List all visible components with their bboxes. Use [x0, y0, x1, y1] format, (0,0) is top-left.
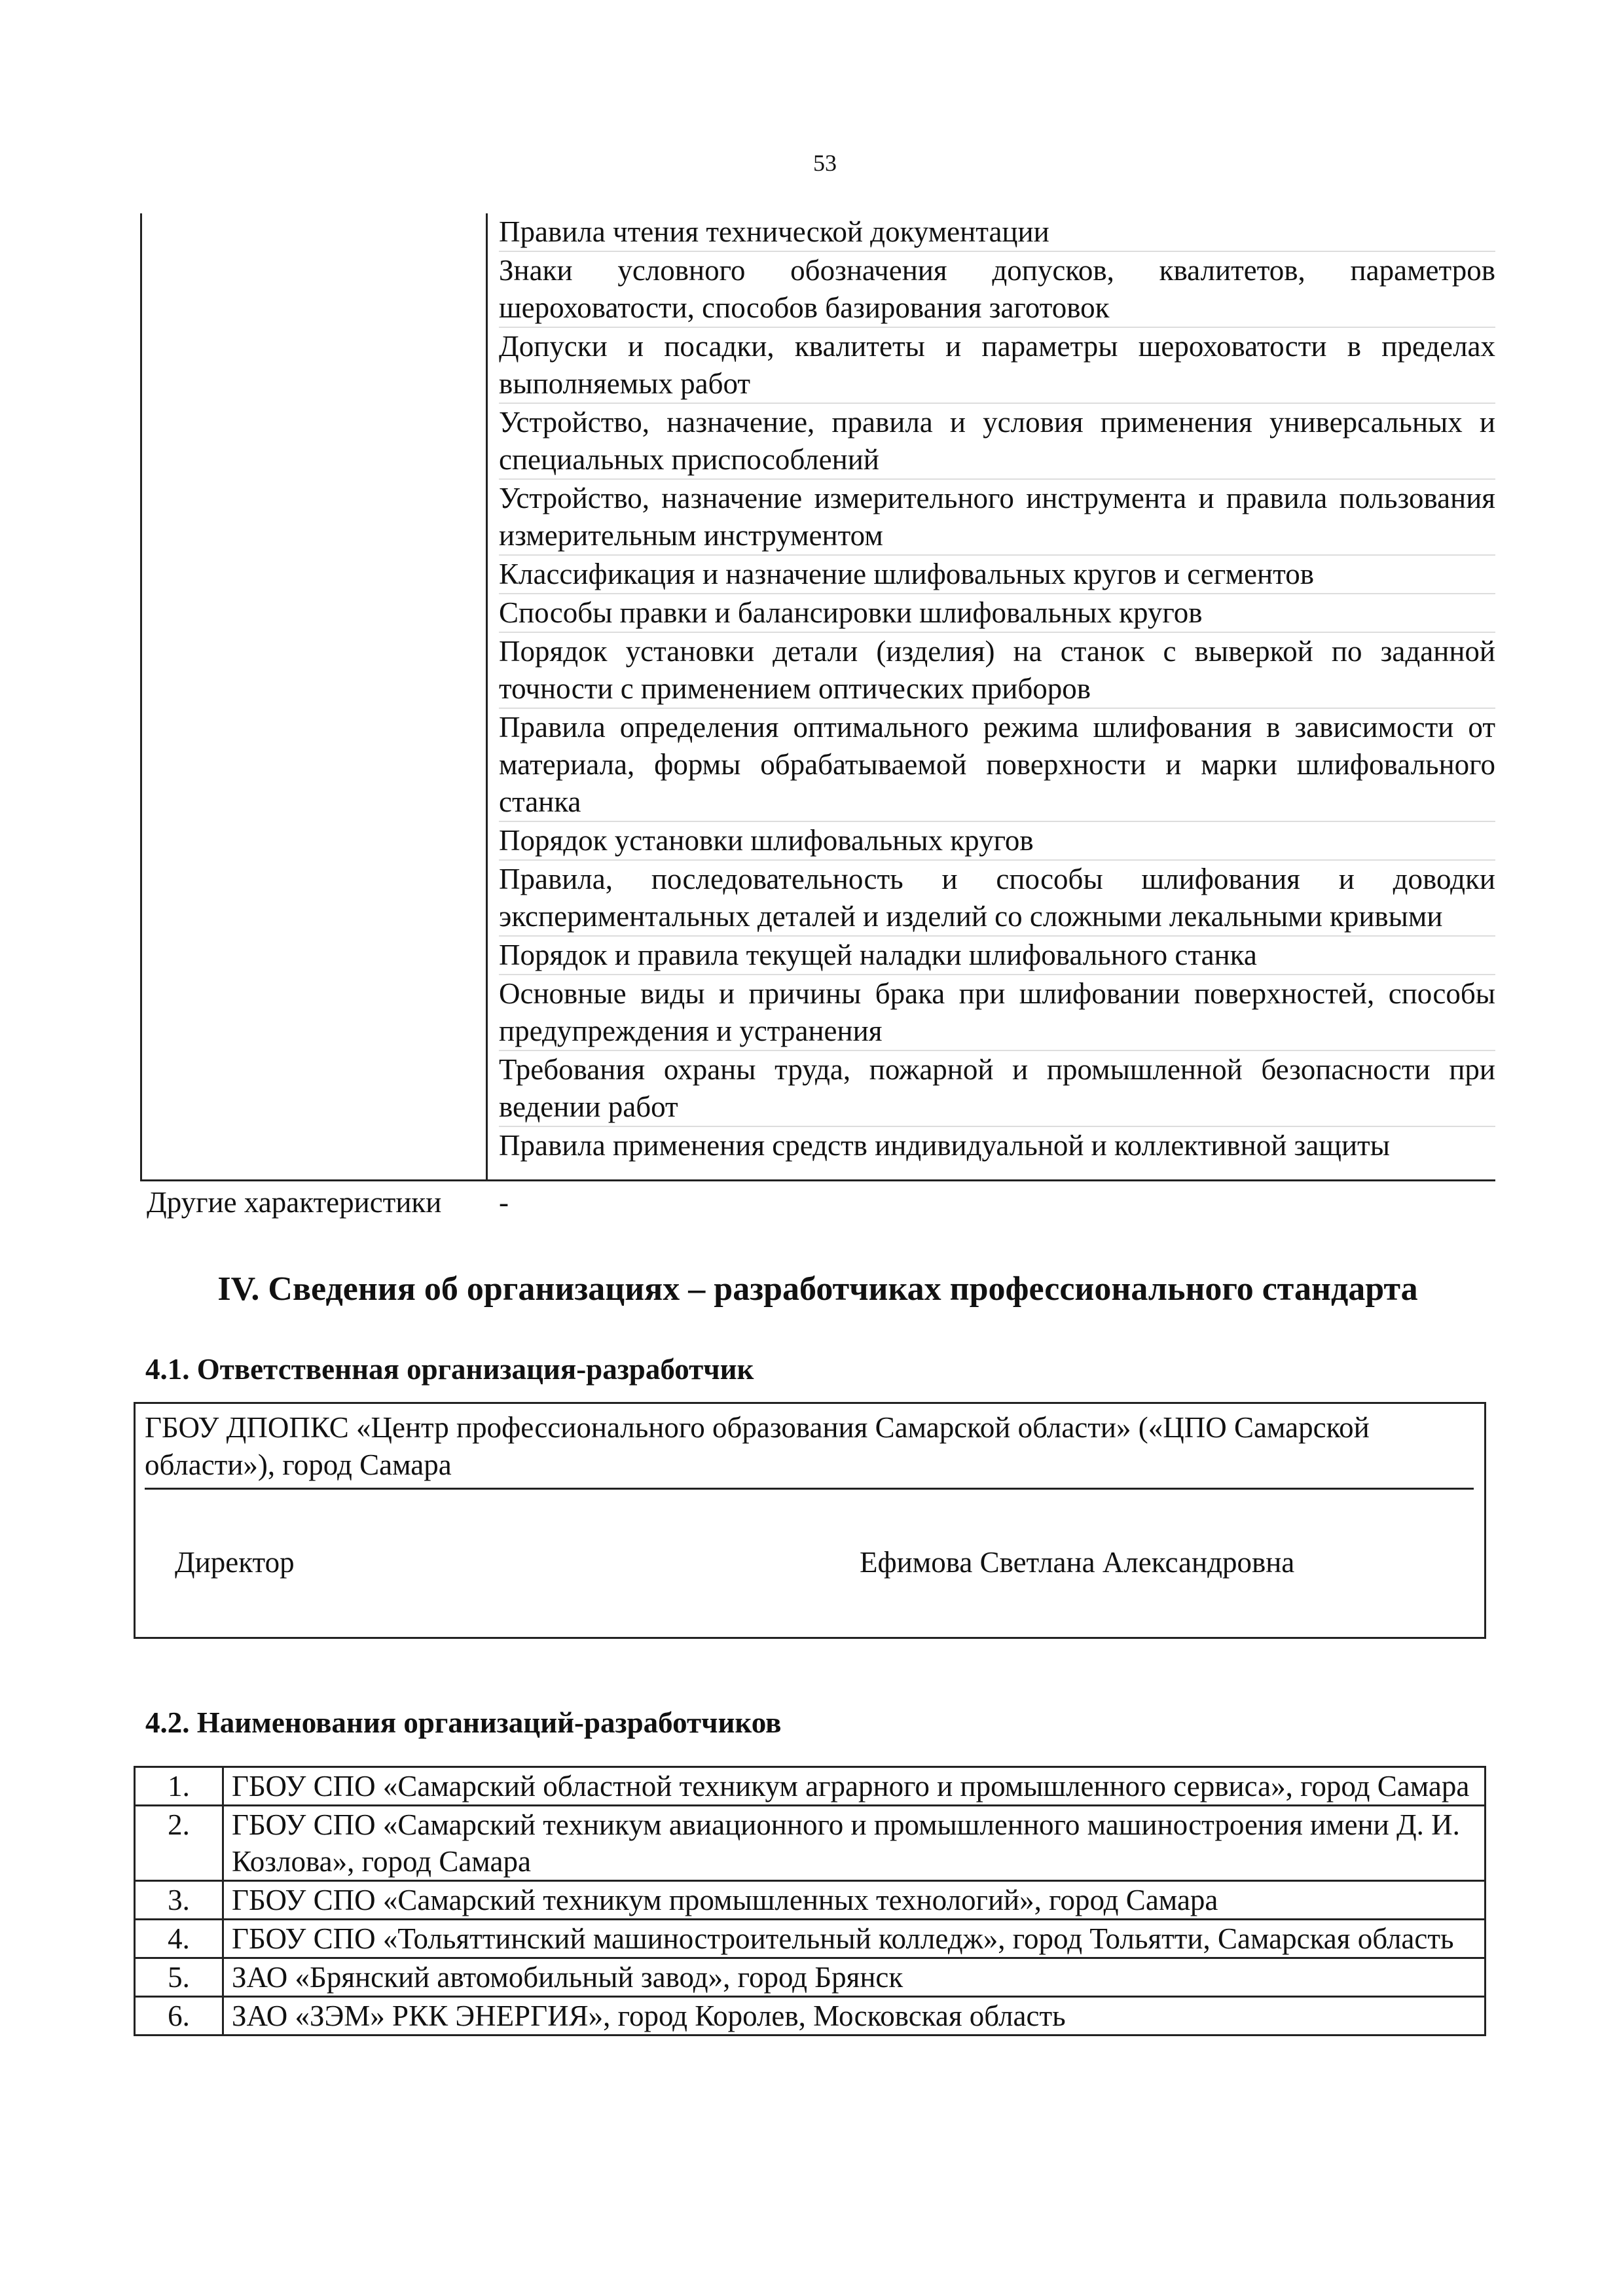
responsible-org-name: ГБОУ ДПОПКС «Центр профессионального образования Самарской области» («ЦПО Самарской области»), город Самара — [145, 1409, 1474, 1490]
knowledge-item: Порядок установки детали (изделия) на станок с выверкой по заданной точности с применением оптических приборов — [499, 633, 1495, 709]
row-number: 6. — [135, 1997, 223, 2036]
knowledge-item: Порядок и правила текущей наладки шлифовального станка — [499, 937, 1495, 975]
table-border-left — [140, 213, 142, 1179]
row-number: 3. — [135, 1881, 223, 1920]
knowledge-item: Способы правки и балансировки шлифовальных кругов — [499, 594, 1495, 633]
row-number: 5. — [135, 1958, 223, 1997]
table-row — [135, 1920, 1486, 1958]
responsible-org-box — [134, 1402, 1486, 1639]
responsible-person: Ефимова Светлана Александровна — [860, 1546, 1295, 1579]
developer-name: ГБОУ СПО «Тольяттинский машиностроительный колледж», город Тольятти, Самарская область — [223, 1920, 1486, 1958]
page-number: 53 — [813, 150, 837, 176]
knowledge-item: Устройство, назначение, правила и условия применения универсальных и специальных приспособлений — [499, 404, 1495, 480]
knowledge-item: Правила определения оптимального режима шлифования в зависимости от материала, формы обрабатываемой поверхности и марки шлифовального станка — [499, 709, 1495, 822]
developer-name: ЗАО «Брянский автомобильный завод», город Брянск — [223, 1958, 1486, 1997]
required-knowledge-list — [499, 213, 1495, 1164]
other-characteristics-label: Другие характеристики — [147, 1186, 442, 1219]
other-characteristics-row — [140, 1179, 1495, 1223]
knowledge-item: Порядок установки шлифовальных кругов — [499, 822, 1495, 861]
section-title: IV. Сведения об организациях – разработчиках профессионального стандарта — [217, 1270, 1418, 1308]
developer-name: ГБОУ СПО «Самарский техникум промышленных технологий», город Самара — [223, 1881, 1486, 1920]
table-row — [135, 1958, 1486, 1997]
knowledge-item: Правила, последовательность и способы шлифования и доводки экспериментальных деталей и изделий со сложными лекальными кривыми — [499, 861, 1495, 937]
row-number: 1. — [135, 1767, 223, 1806]
knowledge-item: Устройство, назначение измерительного инструмента и правила пользования измерительным инструментом — [499, 480, 1495, 556]
knowledge-item: Правила применения средств индивидуальной и коллективной защиты — [499, 1129, 1390, 1162]
responsible-role: Директор — [175, 1546, 295, 1579]
knowledge-item: Классификация и назначение шлифовальных кругов и сегментов — [499, 556, 1495, 594]
developer-name: ЗАО «ЗЭМ» РКК ЭНЕРГИЯ», город Королев, Московская область — [223, 1997, 1486, 2036]
table-row — [135, 1806, 1486, 1881]
knowledge-item: Требования охраны труда, пожарной и промышленной безопасности при ведении работ — [499, 1051, 1495, 1127]
responsible-org-heading: 4.1. Ответственная организация-разработчик — [145, 1353, 754, 1386]
table-row — [135, 1997, 1486, 2036]
developers-table — [134, 1766, 1486, 2036]
knowledge-item: Допуски и посадки, квалитеты и параметры шероховатости в пределах выполняемых работ — [499, 328, 1495, 404]
other-characteristics-value: - — [499, 1186, 509, 1219]
knowledge-item: Основные виды и причины брака при шлифовании поверхностей, способы предупреждения и устранения — [499, 975, 1495, 1051]
row-number: 2. — [135, 1806, 223, 1881]
table-border-middle — [486, 213, 488, 1179]
developer-name: ГБОУ СПО «Самарский областной техникум аграрного и промышленного сервиса», город Самара — [223, 1767, 1486, 1806]
table-row — [135, 1881, 1486, 1920]
table-row — [135, 1767, 1486, 1806]
developer-name: ГБОУ СПО «Самарский техникум авиационного и промышленного машиностроения имени Д. И. Козлова», город Самара — [223, 1806, 1486, 1881]
knowledge-item: Знаки условного обозначения допусков, квалитетов, параметров шероховатости, способов базирования заготовок — [499, 252, 1495, 328]
row-number: 4. — [135, 1920, 223, 1958]
knowledge-item: Правила чтения технической документации — [499, 213, 1495, 252]
developers-heading: 4.2. Наименования организаций-разработчиков — [145, 1706, 782, 1739]
